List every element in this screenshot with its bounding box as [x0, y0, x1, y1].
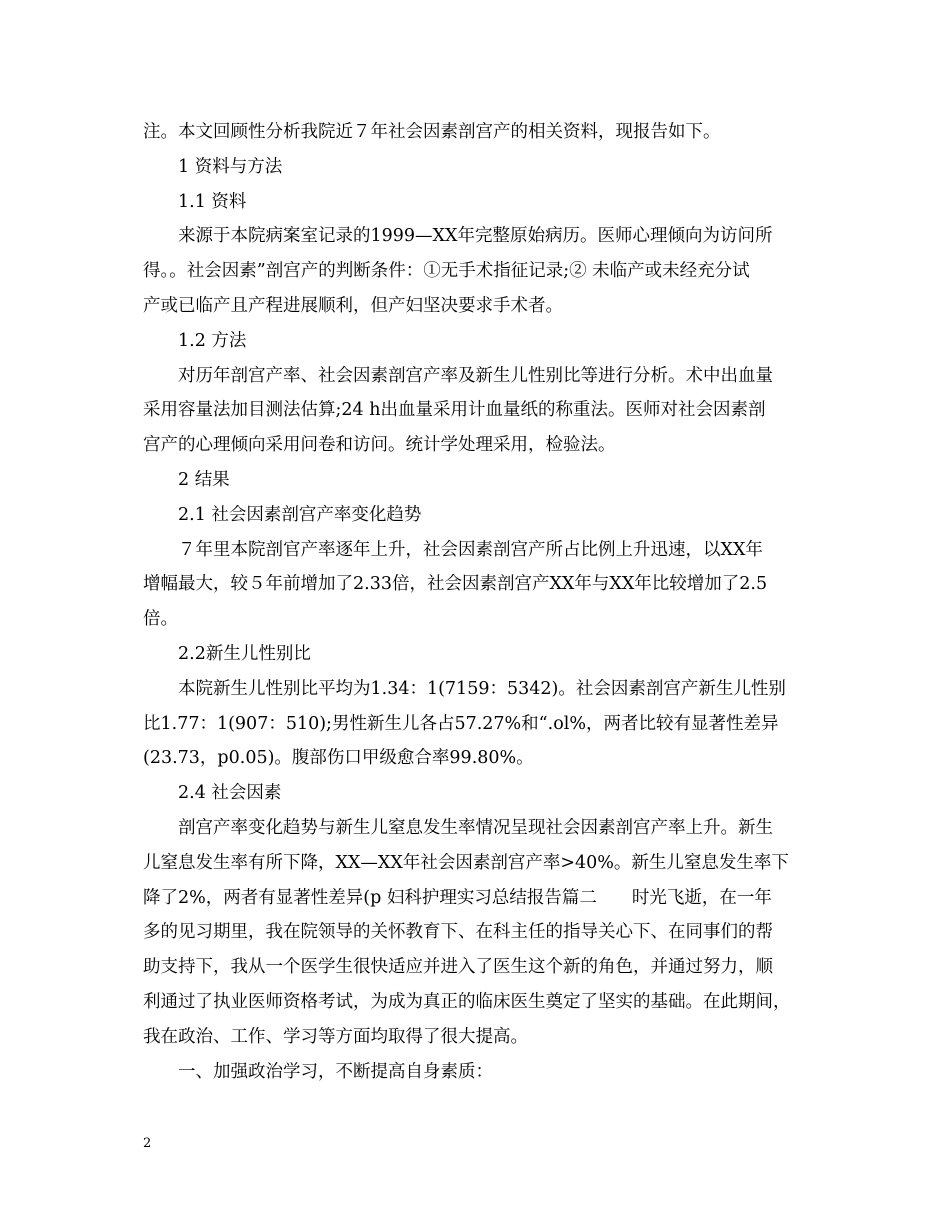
text-line: 采用容量法加目测法估算;24 h出血量采用计血量纸的称重法。医师对社会因素剖 — [143, 400, 766, 421]
text-line: 宫产的心理倾向采用问卷和访问。统计学处理采用，检验法。 — [143, 435, 616, 456]
text-line: 剖宫产率变化趋势与新生儿窒息发生率情况呈现社会因素剖宫产率上升。新生 — [178, 817, 773, 838]
text-line: ７年里本院剖官产率逐年上升，社会因素剖宫产所占比例上升迅速，以XX年 — [178, 539, 763, 560]
text-line: 1.1 资料 — [178, 191, 247, 212]
text-line: 降了2%，两者有显著性差异(p 妇科护理实习总结报告篇二 时光飞逝，在一年 — [143, 887, 772, 908]
text-line: 注。本文回顾性分析我院近７年社会因素剖宫产的相关资料，现报告如下。 — [143, 122, 721, 142]
text-line: 利通过了执业医师资格考试，为成为真正的临床医生奠定了坚实的基础。在此期间， — [143, 991, 791, 1012]
text-line: 2.1 社会因素剖宫产率变化趋势 — [178, 504, 422, 525]
text-line: 增幅最大，较５年前增加了2.33倍，社会因素剖宫产XX年与XX年比较增加了2.5 — [143, 574, 768, 595]
text-line: 1 资料与方法 — [178, 156, 283, 177]
text-line: 2.2新生儿性别比 — [178, 643, 311, 664]
text-line: 2 结果 — [178, 469, 230, 490]
page-number: 2 — [143, 1136, 152, 1151]
text-line: 儿窒息发生率有所下降，XX—XX年社会因素剖宫产率>40%。新生儿窒息发生率下 — [143, 852, 789, 873]
text-line: 助支持下，我从一个医学生很快适应并进入了医生这个新的角色，并通过努力，顺 — [143, 957, 773, 978]
text-line: 1.2 方法 — [178, 330, 247, 351]
text-line: 多的见习期里，我在院领导的关怀教育下、在科主任的指导关心下、在同事们的帮 — [143, 922, 773, 943]
text-line: 得。。社会因素”剖宫产的判断条件：①无手术指征记录;② 未临产或未经充分试 — [143, 261, 750, 282]
document-body — [143, 115, 811, 1089]
text-line: 一、加强政治学习，不断提高自身素质： — [178, 1061, 493, 1082]
text-line: 本院新生儿性别比平均为1.34：1(7159：5342)。社会因素剖宫产新生儿性别 — [178, 678, 786, 699]
text-line: 倍。 — [143, 609, 178, 630]
text-line: 产或已临产且产程进展顺利，但产妇坚决要求手术者。 — [143, 295, 563, 316]
text-line: 比1.77：1(907：510);男性新生儿各占57.27%和“.ol%，两者比较有显著性差异 — [143, 713, 779, 734]
text-line: 我在政治、工作、学习等方面均取得了很大提高。 — [143, 1026, 528, 1047]
text-line: 2.4 社会因素 — [178, 783, 282, 804]
text-line: 对历年剖宫产率、社会因素剖宫产率及新生儿性别比等进行分析。术中出血量 — [178, 365, 773, 386]
text-line: 来源于本院病案室记录的1999—XX年完整原始病历。医师心理倾向为访问所 — [178, 226, 773, 247]
text-line: (23.73，p0.05)。腹部伤口甲级愈合率99.80%。 — [143, 748, 534, 769]
